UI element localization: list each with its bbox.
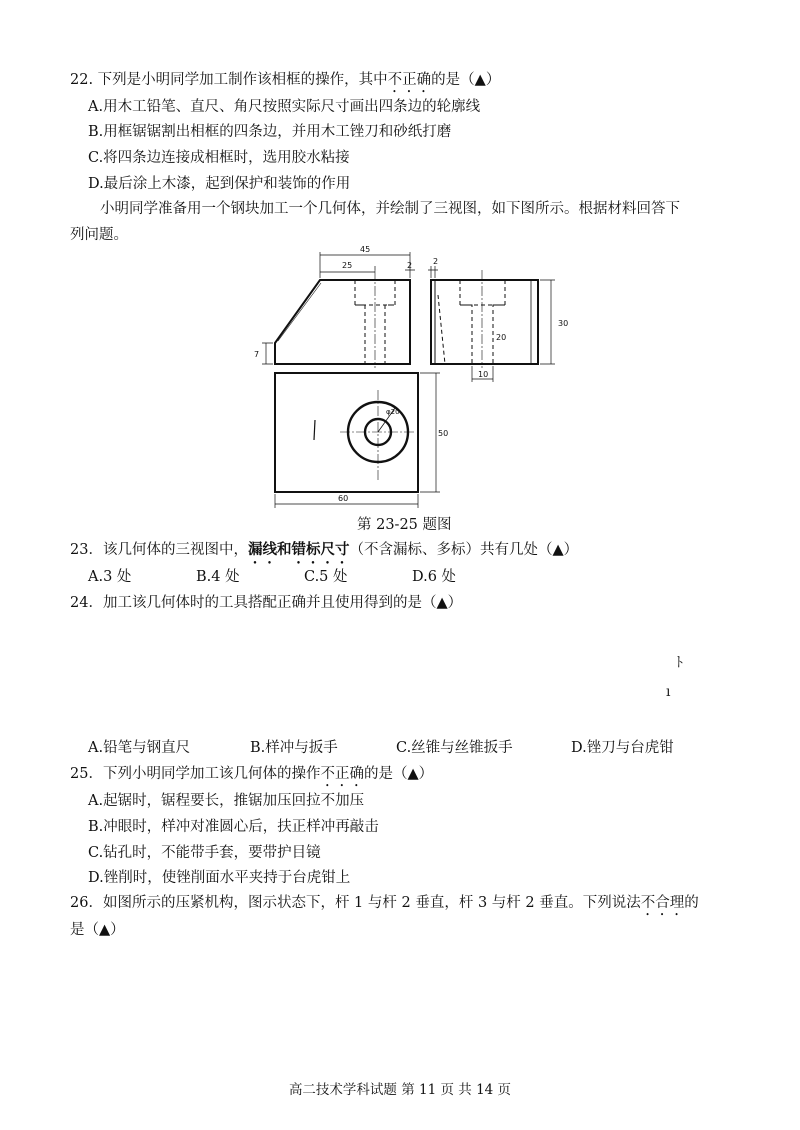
front-view-outline [275,280,410,364]
q22-stem-end: 的是（▲） [431,72,501,88]
q25-option-a: A.起锯时，锯程要长，推锯加压回拉不加压 [88,793,365,809]
q22-option-c: C.将四条边连接成相框时，选用胶水粘接 [88,150,350,166]
q25-emphasis: 不正确 [320,766,364,782]
q23-option-a: A.3 处 [88,569,132,585]
dim-10: 10 [478,370,489,379]
q23-stem [70,540,578,567]
q25-stem [70,764,433,790]
dim-7: 7 [254,350,260,359]
dim-2-side: 2 [433,257,439,266]
dim-2-front: 2 [407,261,413,270]
q26-emphasis: 不合理 [640,895,685,911]
q25-option-c: C.钻孔时，不能带手套，要带护目镜 [88,845,321,861]
dim-50: 50 [438,429,449,438]
stray-mark: ﾄ [676,655,683,671]
q23-and: 和 [276,541,292,558]
q23-emphasis-2: 错标尺寸 [291,541,350,558]
three-view-drawing [250,240,580,510]
side-hidden-right [493,280,505,364]
q22-option-d: D.最后涂上木漆，起到保护和装饰的作用 [88,176,351,192]
q22-emphasis: 不正确 [387,72,432,88]
q23-option-d: D.6 处 [412,569,457,585]
q22-option-a: A.用木工铅笔、直尺、角尺按照实际尺寸画出四条边的轮廓线 [88,99,481,115]
q25-option-b: B.冲眼时，样冲对准圆心后，扶正样冲再敲击 [88,819,379,835]
q26-stem-line-2: 是（▲） [70,922,125,938]
q26-stem-end: 的 [684,895,699,911]
q23-options [88,567,456,587]
q23-emphasis-1: 漏线 [247,541,277,558]
q24-option-d: D.锉刀与台虎钳 [571,740,674,756]
intro-line-2: 列问题。 [70,227,128,243]
q23-option-b: B.4 处 [196,569,240,585]
q24-stem: 24．加工该几何体时的工具搭配正确并且使用得到的是（▲） [70,595,463,611]
dim-30: 30 [558,319,569,328]
q24-option-c: C.丝锥与丝锥扳手 [396,740,513,756]
q26-stem-text: 26．如图所示的压紧机构，图示状态下，杆 1 与杆 2 垂直，杆 3 与杆 2 垂直。下列说法 [70,895,641,911]
q23-option-c: C.5 处 [304,569,348,585]
q22-stem-text: 22. 下列是小明同学加工制作该相框的操作，其中 [70,72,388,88]
side-hidden-left [460,280,472,364]
q24-option-b: B.样冲与扳手 [250,740,338,756]
q25-stem-end: 的是（▲） [363,766,434,782]
intro-line-1: 小明同学准备用一个钢块加工一个几何体，并绘制了三视图，如下图所示。根据材料回答下 [100,201,680,217]
stray-mark: ı [666,684,671,700]
q24-options [88,738,674,758]
q26-stem [70,893,699,919]
dim-phi: φ20 [386,408,400,416]
q22-option-b: B.用框锯锯割出相框的四条边，并用木工锉刀和砂纸打磨 [88,124,452,140]
front-hidden-left [355,280,365,364]
top-view-outline [275,373,418,492]
q24-option-a: A.铅笔与钢直尺 [88,740,191,756]
q23-stem-end: （不含漏标、多标）共有几处（▲） [349,542,579,558]
q22-stem [70,70,500,96]
dim-20: 20 [496,333,507,342]
figure-caption: 第 23-25 题图 [357,517,452,533]
q23-stem-text: 23．该几何体的三视图中， [70,542,248,558]
side-view-outline [431,280,538,364]
dim-45: 45 [360,245,371,254]
q25-option-d: D.锉削时，使锉削面水平夹持于台虎钳上 [88,870,351,886]
dim-25: 25 [342,261,353,270]
page-footer: 高二技术学科试题 第 11 页 共 14 页 [288,1082,512,1098]
q25-stem-text: 25．下列小明同学加工该几何体的操作 [70,766,321,782]
front-hidden-right [385,280,395,364]
dim-60: 60 [338,494,349,503]
